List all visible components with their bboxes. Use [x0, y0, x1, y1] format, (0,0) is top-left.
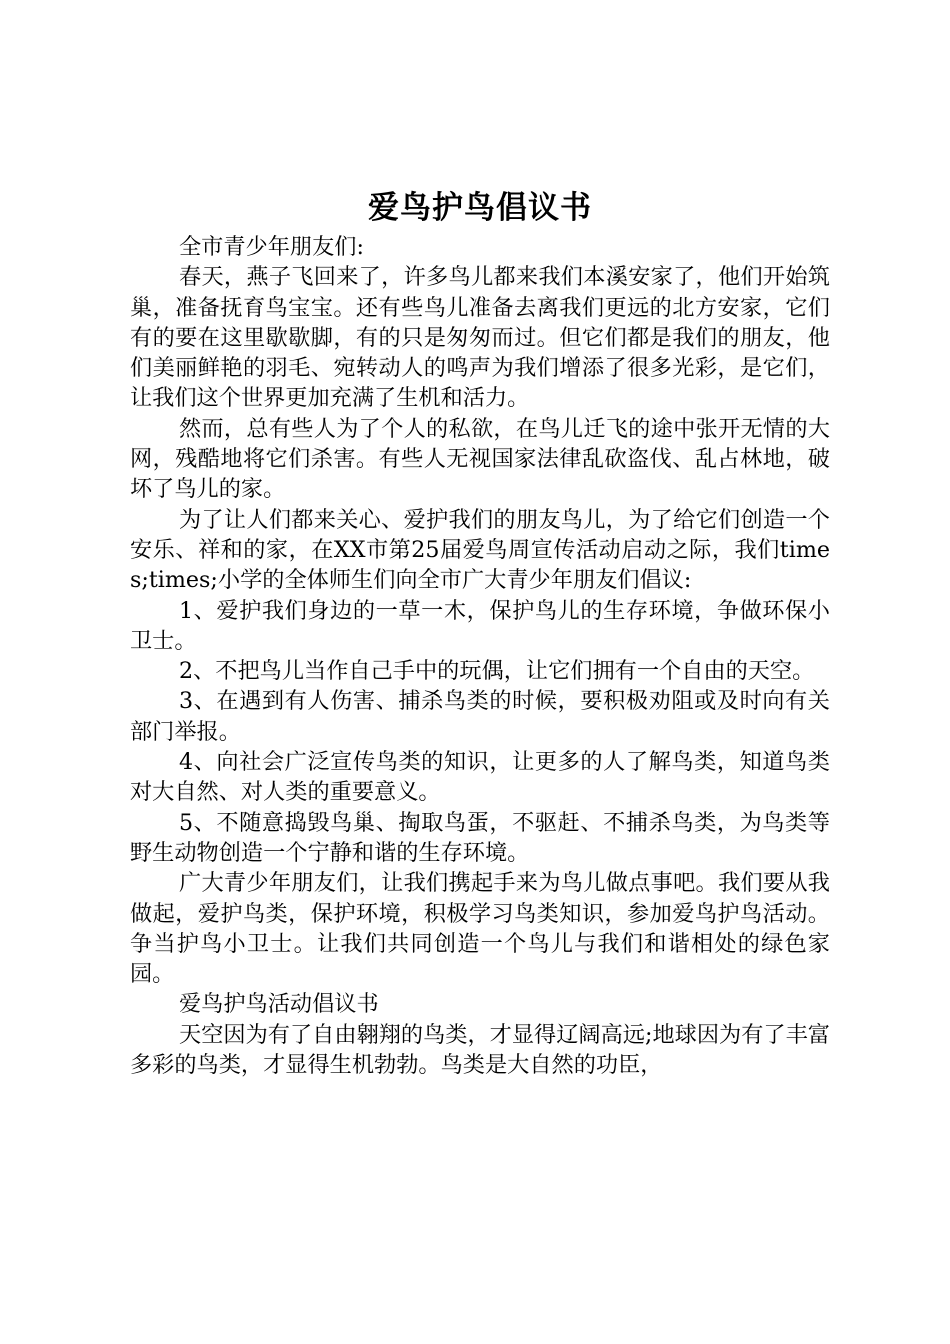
paragraph-sky: 天空因为有了自由翱翔的鸟类，才显得辽阔高远;地球因为有了丰富多彩的鸟类，才显得生机勃勃。鸟类是大自然的功臣，	[130, 1021, 830, 1079]
paragraph-closing: 广大青少年朋友们，让我们携起手来为鸟儿做点事吧。我们要从我做起，爱护鸟类，保护环境，积极学习鸟类知识，参加爱鸟护鸟活动。争当护鸟小卫士。让我们共同创造一个鸟儿与我们和谐相处的绿色家园。	[130, 870, 830, 988]
proposal-item-1: 1、爱护我们身边的一草一木，保护鸟儿的生存环境，争做环保小卫士。	[130, 597, 830, 654]
proposal-item-2: 2、不把鸟儿当作自己手中的玩偶，让它们拥有一个自由的天空。	[179, 658, 815, 685]
paragraph-spring: 春天，燕子飞回来了，许多鸟儿都来我们本溪安家了，他们开始筑巢，准备抚育鸟宝宝。还有些鸟儿准备去离我们更远的北方安家，它们有的要在这里歇歇脚，有的只是匆匆而过。但它们都是我们的朋友，他们美丽鲜艳的羽毛、宛转动人的鸣声为我们增添了很多光彩，是它们，让我们这个世界更加充满了生机和活力。	[130, 264, 830, 412]
second-document-heading: 爱鸟护鸟活动倡议书	[179, 991, 379, 1018]
proposal-item-5: 5、不随意捣毁鸟巢、掏取鸟蛋，不驱赶、不捕杀鸟类，为鸟类等野生动物创造一个宁静和谐的生存环境。	[130, 809, 830, 866]
paragraph-harm: 然而，总有些人为了个人的私欲，在鸟儿迁飞的途中张开无情的大网，残酷地将它们杀害。有些人无视国家法律乱砍盗伐、乱占林地，破坏了鸟儿的家。	[130, 415, 830, 503]
salutation: 全市青少年朋友们:	[179, 234, 364, 260]
proposal-item-4: 4、向社会广泛宣传鸟类的知识，让更多的人了解鸟类，知道鸟类对大自然、对人类的重要意义。	[130, 749, 830, 806]
document-body	[130, 232, 830, 1080]
paragraph-proposal: 为了让人们都来关心、爱护我们的朋友鸟儿，为了给它们创造一个安乐、祥和的家，在XX市第25届爱鸟周宣传活动启动之际，我们times;times;小学的全体师生们向全市广大青少年朋友们倡议:	[130, 506, 830, 594]
proposal-item-3: 3、在遇到有人伤害、捕杀鸟类的时候，要积极劝阻或及时向有关部门举报。	[130, 688, 830, 745]
document-title: 爱鸟护鸟倡议书	[368, 190, 592, 226]
